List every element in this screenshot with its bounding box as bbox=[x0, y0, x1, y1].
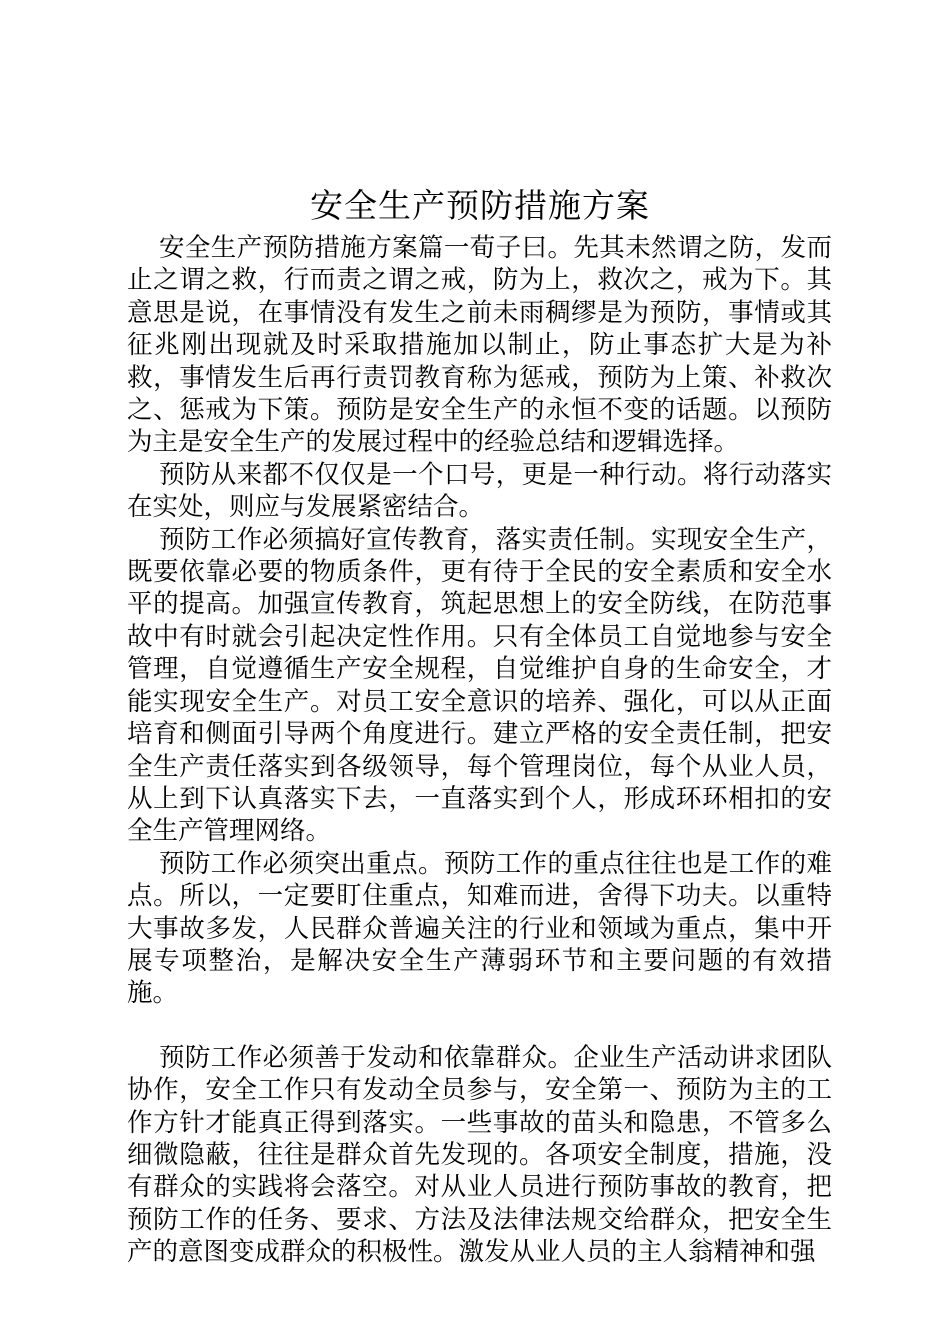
paragraph-masses: 预防工作必须善于发动和依靠群众。企业生产活动讲求团队协作，安全工作只有发动全员参与，安全第一、预防为主的工作方针才能真正得到落实。一些事故的苗头和隐患，不管多么细微隐蔽，往往是群众首先发现的。各项安全制度，措施，没有群众的实践将会落空。对从业人员进行预防事故的教育，把预防工作的任务、要求、方法及法律法规交给群众，把安全生产的意图变成群众的积极性。激发从业人员的主人翁精神和强 bbox=[127, 1042, 832, 1268]
paragraph-focus: 预防工作必须突出重点。预防工作的重点往往也是工作的难点。所以，一定要盯住重点，知难而进，舍得下功夫。以重特大事故多发，人民群众普遍关注的行业和领域为重点，集中开展专项整治，是解决安全生产薄弱环节和主要问题的有效措施。 bbox=[127, 848, 832, 1009]
document-title: 安全生产预防措施方案 bbox=[310, 186, 650, 225]
paragraph-intro: 安全生产预防措施方案篇一荀子曰。先其未然谓之防，发而止之谓之救，行而责之谓之戒，防为上，救次之，戒为下。其意思是说，在事情没有发生之前未雨稠缪是为预防，事情或其征兆刚出现就及时采取措施加以制止，防止事态扩大是为补救，事情发生后再行责罚教育称为惩戒，预防为上策、补救次之、惩戒为下策。预防是安全生产的永恒不变的话题。以预防为主是安全生产的发展过程中的经验总结和逻辑选择。 bbox=[127, 233, 832, 458]
paragraph-action: 预防从来都不仅仅是一个口号，更是一种行动。将行动落实在实处，则应与发展紧密结合。 bbox=[127, 459, 832, 523]
document-body bbox=[127, 232, 832, 1269]
paragraph-education: 预防工作必须搞好宣传教育，落实责任制。实现安全生产，既要依靠必要的物质条件，更有待于全民的安全素质和安全水平的提高。加强宣传教育，筑起思想上的安全防线，在防范事故中有时就会引起决定性作用。只有全体员工自觉地参与安全管理，自觉遵循生产安全规程，自觉维护自身的生命安全，才能实现安全生产。对员工安全意识的培养、强化，可以从正面培育和侧面引导两个角度进行。建立严格的安全责任制，把安全生产责任落实到各级领导，每个管理岗位，每个从业人员，从上到下认真落实下去，一直落实到个人，形成环环相扣的安全生产管理网络。 bbox=[127, 524, 832, 847]
